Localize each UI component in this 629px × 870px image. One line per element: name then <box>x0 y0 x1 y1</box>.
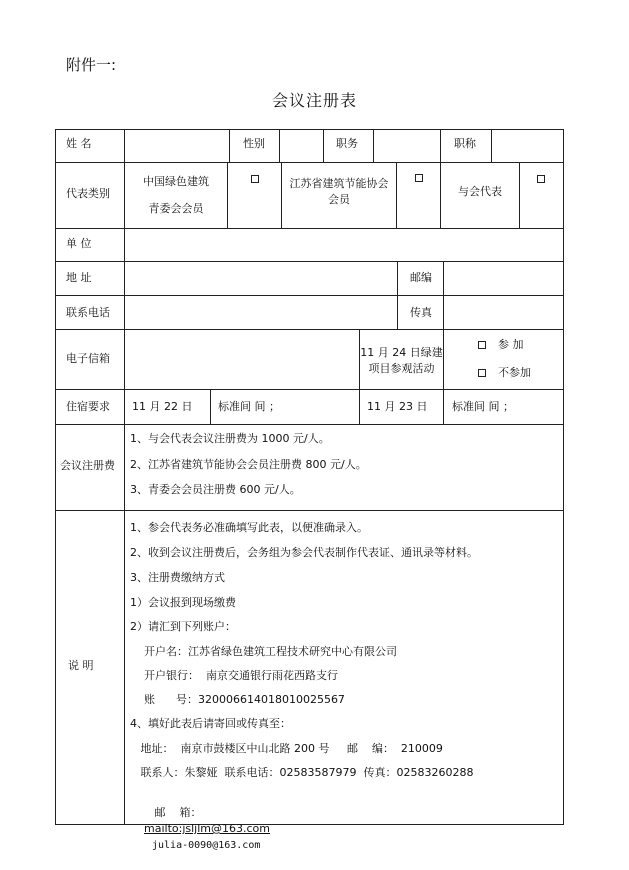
lodging-date-nov23: 11 月 23 日 <box>367 400 428 413</box>
row-divider <box>55 228 564 229</box>
row-divider <box>55 510 564 511</box>
not-attend-checkbox[interactable] <box>478 369 486 377</box>
table-border-right <box>563 129 564 825</box>
attend-label: 参 加 <box>498 338 524 351</box>
option-delegate-checkbox[interactable] <box>537 175 545 183</box>
option-delegate-label: 与会代表 <box>458 185 502 198</box>
cell-divider <box>443 389 444 425</box>
option-green-building-line1: 中国绿色建筑 <box>143 175 209 188</box>
option-energy-association-checkbox[interactable] <box>415 174 423 182</box>
cell-divider <box>443 329 444 390</box>
lodging-standard-room-nov22: 标准间 间 ； <box>218 400 280 413</box>
row-divider <box>55 329 564 330</box>
cell-divider <box>373 129 374 163</box>
cell-divider <box>397 261 398 329</box>
lodging-date-nov22: 11 月 22 日 <box>132 400 193 413</box>
note-item: 4、填好此表后请寄回或传真至： <box>130 717 291 730</box>
site-visit-line2: 项目参观活动 <box>368 362 435 375</box>
fee-item: 1、与会代表会议注册费为 1000 元/人。 <box>130 432 330 445</box>
notes-label: 说 明 <box>68 659 94 672</box>
note-item: 1、参会代表务必准确填写此表，以便准确录入。 <box>130 521 368 534</box>
row-divider <box>55 389 564 390</box>
row-divider <box>55 261 564 262</box>
cell-divider <box>519 162 520 229</box>
position-label: 职务 <box>336 137 358 150</box>
contact-email-link[interactable]: mailto:jsljlm@163.com <box>144 822 270 835</box>
row-divider <box>55 295 564 296</box>
cell-divider <box>229 129 230 163</box>
not-attend-label: 不参加 <box>498 366 531 379</box>
row-divider <box>55 162 564 163</box>
attend-checkbox[interactable] <box>478 341 486 349</box>
name-label: 姓 名 <box>66 137 92 150</box>
note-item: 2）请汇到下列账户： <box>130 620 236 633</box>
gender-label: 性别 <box>243 137 265 150</box>
option-energy-association-line2: 会员 <box>328 193 350 206</box>
email-label: 电子信箱 <box>66 352 110 365</box>
annex-label: 附件一: <box>66 56 117 74</box>
option-green-building-checkbox[interactable] <box>251 175 259 183</box>
note-item: 账 号：320006614018010025567 <box>130 693 345 706</box>
cell-divider <box>227 162 228 229</box>
postcode-label: 邮编 <box>410 271 432 284</box>
cell-divider <box>396 162 397 229</box>
fax-label: 传真 <box>410 306 432 319</box>
lodging-standard-room-nov23: 标准间 间 ； <box>452 400 514 413</box>
cell-divider <box>210 389 211 425</box>
cell-divider <box>491 129 492 163</box>
cell-divider <box>443 261 444 329</box>
note-item: 1）会议报到现场缴费 <box>130 596 236 609</box>
note-item: 2、收到会议注册费后，会务组为参会代表制作代表证、通讯录等材料。 <box>130 546 478 559</box>
fee-item: 3、青委会会员注册费 600 元/人。 <box>130 483 301 496</box>
note-item: 联系人：朱黎娅 联系电话：02583587979 传真：02583260288 <box>130 766 474 779</box>
table-border-left <box>55 129 56 825</box>
contact-email-prefix: 邮 箱： <box>144 806 202 819</box>
row-divider <box>55 424 564 425</box>
option-green-building-line2: 青委会会员 <box>148 202 204 215</box>
note-item: 3、注册费缴纳方式 <box>130 571 225 584</box>
cell-divider <box>359 389 360 425</box>
organization-label: 单 位 <box>66 237 92 250</box>
note-item: 开户银行： 南京交通银行雨花西路支行 <box>130 669 338 682</box>
phone-label: 联系电话 <box>66 306 110 319</box>
table-border-top <box>55 129 564 130</box>
contact-email-row <box>130 789 270 870</box>
option-energy-association-line1: 江苏省建筑节能协会 <box>289 177 389 190</box>
title-label: 职称 <box>454 137 476 150</box>
address-label: 地 址 <box>66 271 92 284</box>
label-column-divider <box>124 129 125 825</box>
fee-label: 会议注册费 <box>60 459 115 472</box>
cell-divider <box>440 129 441 163</box>
form-title: 会议注册表 <box>271 91 357 110</box>
cell-divider <box>279 129 280 163</box>
site-visit-line1: 11 月 24 日绿建 <box>360 346 443 359</box>
fee-item: 2、江苏省建筑节能协会会员注册费 800 元/人。 <box>130 458 367 471</box>
note-item: 开户名：江苏省绿色建筑工程技术研究中心有限公司 <box>130 645 397 658</box>
contact-email-alt: julia-0090@163.com <box>152 840 261 851</box>
category-label: 代表类别 <box>66 187 110 200</box>
cell-divider <box>323 129 324 163</box>
lodging-label: 住宿要求 <box>66 400 110 413</box>
note-item: 地址： 南京市鼓楼区中山北路 200 号 邮 编： 210009 <box>130 742 443 755</box>
